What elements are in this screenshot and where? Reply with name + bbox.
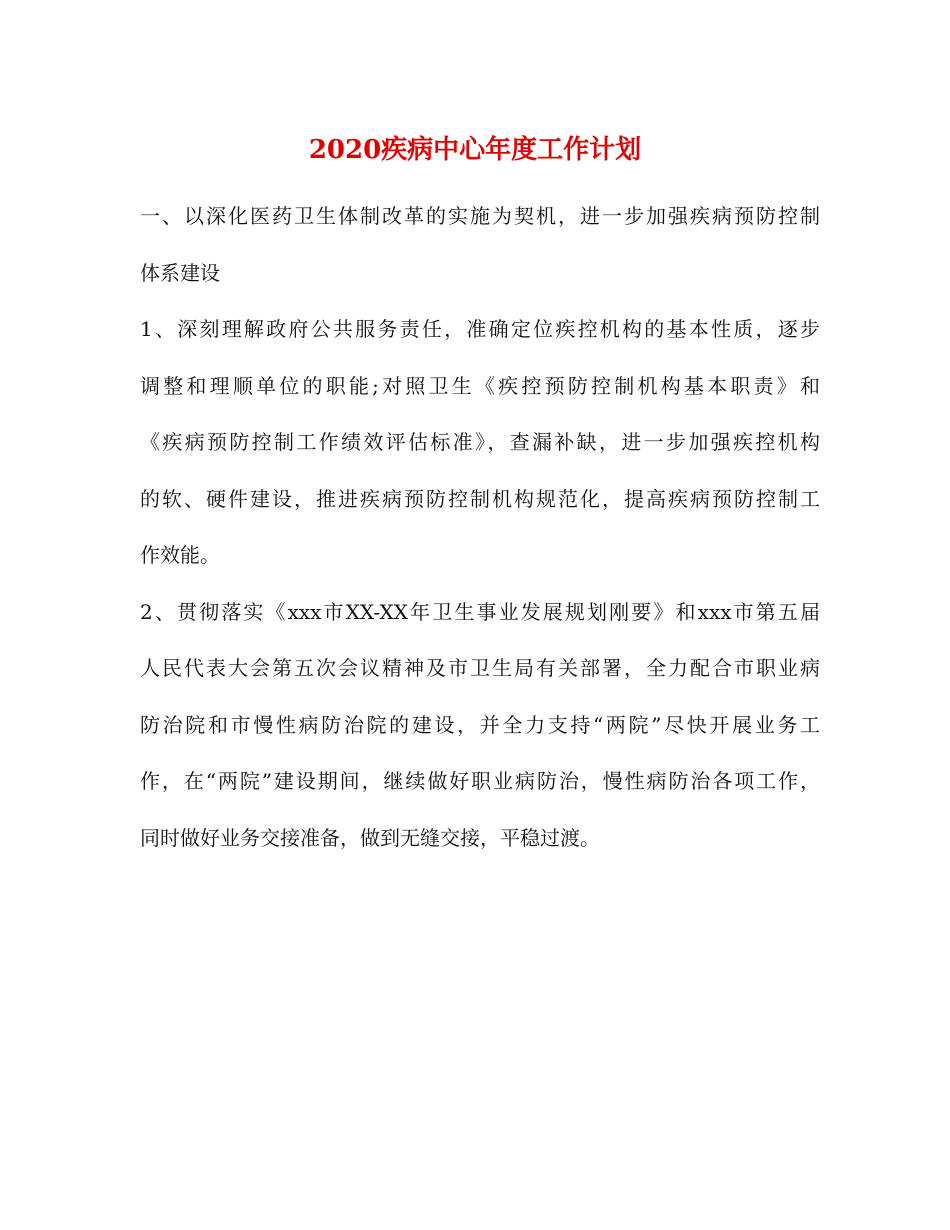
paragraph-2-line-5: 作效能。 (140, 543, 220, 567)
paragraph-2-line-1: 1、深刻理解政府公共服务责任，准确定位疾控机构的基本性质，逐步 (140, 317, 820, 341)
document-body (140, 188, 820, 866)
paragraph-3-line-1: 2、贯彻落实《xxx市XX-XX年卫生事业发展规划刚要》和xxx市第五届 (140, 599, 820, 624)
paragraph-2-line-3: 《疾病预防控制工作绩效评估标准》，查漏补缺，进一步加强疾控机构 (140, 430, 820, 454)
document-title: 2020疾病中心年度工作计划 (308, 135, 642, 165)
paragraph-3-line-2: 人民代表大会第五次会议精神及市卫生局有关部署，全力配合市职业病 (140, 656, 820, 680)
paragraph-3-line-4: 作，在“两院”建设期间，继续做好职业病防治，慢性病防治各项工作， (140, 769, 820, 793)
paragraph-3-line-3: 防治院和市慢性病防治院的建设，并全力支持“两院”尽快开展业务工 (140, 712, 820, 737)
paragraph-3-line-5: 同时做好业务交接准备，做到无缝交接，平稳过渡。 (140, 825, 600, 850)
paragraph-2-line-4: 的软、硬件建设，推进疾病预防控制机构规范化，提高疾病预防控制工 (140, 486, 820, 511)
paragraph-2-line-2: 调整和理顺单位的职能;对照卫生《疾控预防控制机构基本职责》和 (140, 373, 820, 398)
paragraph-1-line-1: 一、以深化医药卫生体制改革的实施为契机，进一步加强疾病预防控制 (140, 204, 820, 228)
paragraph-1-line-2: 体系建设 (140, 260, 220, 285)
